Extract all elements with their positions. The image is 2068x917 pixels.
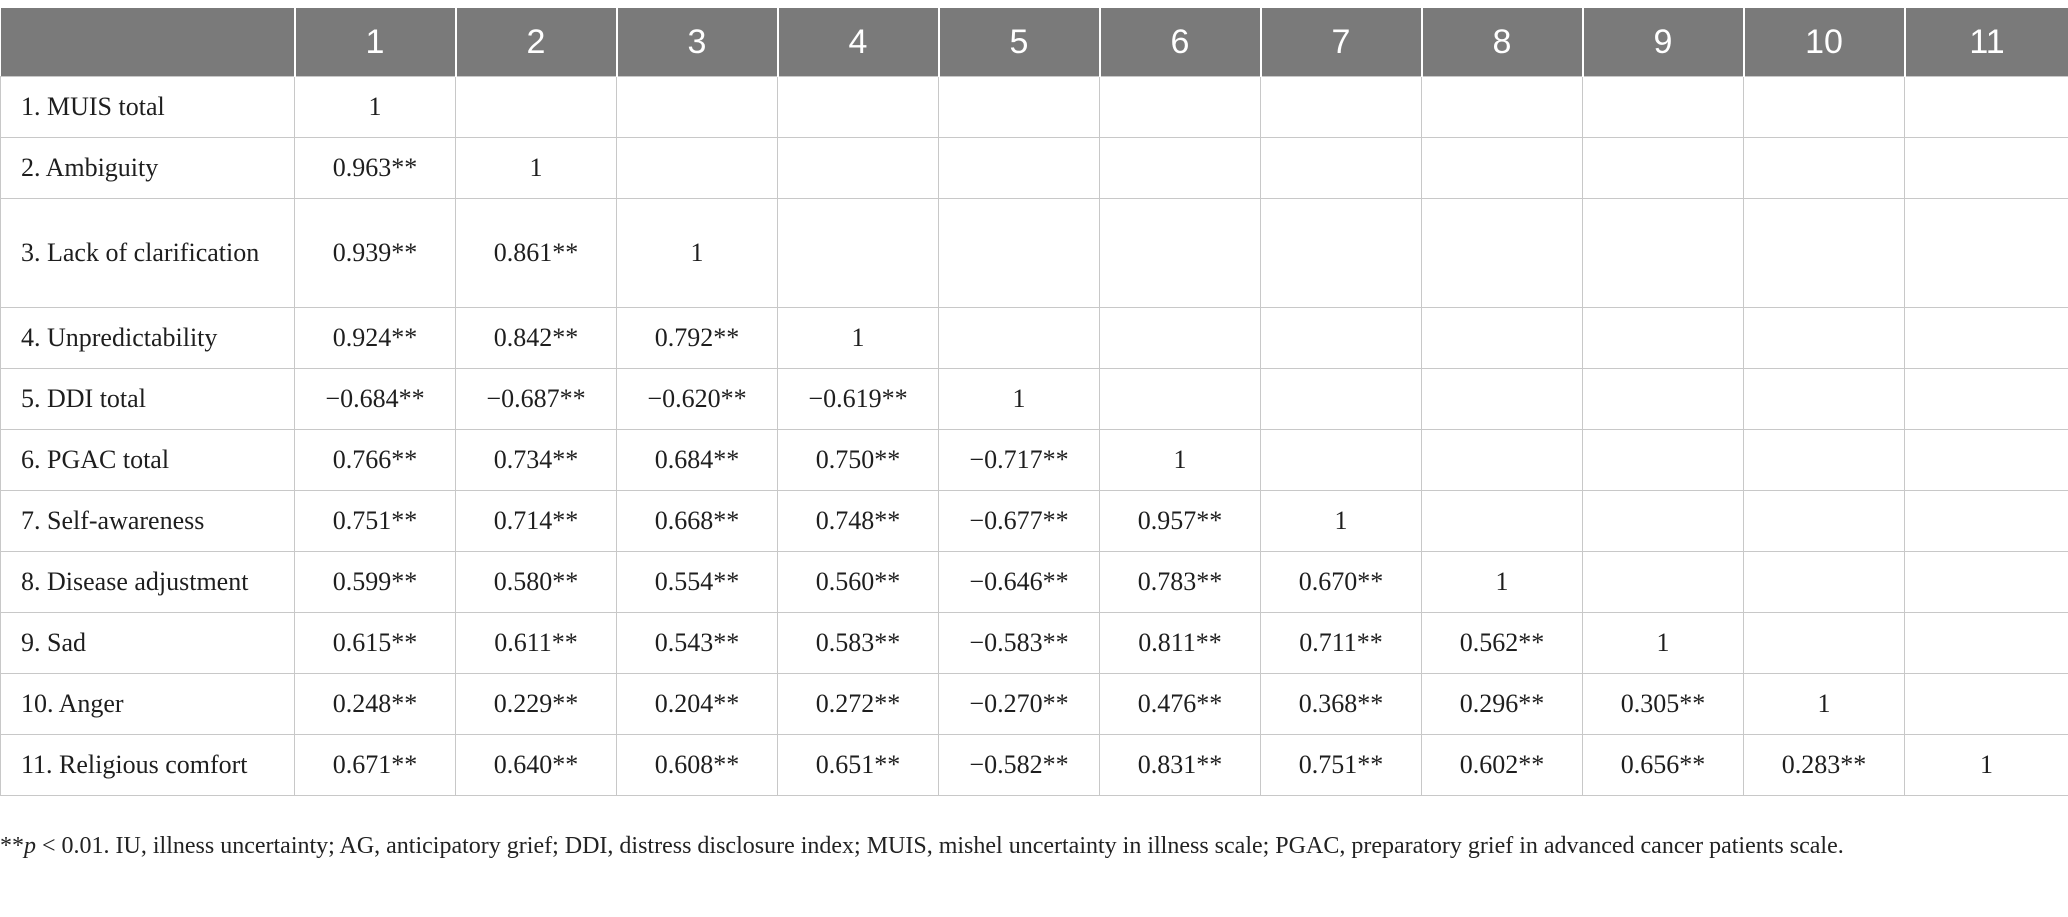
table-cell: [1583, 308, 1744, 369]
table-cell: 0.580**: [456, 552, 617, 613]
table-header: [1, 8, 2068, 77]
table-cell: 1: [456, 138, 617, 199]
row-label: 10. Anger: [1, 674, 295, 735]
footnote-text: < 0.01. IU, illness uncertainty; AG, anticipatory grief; DDI, distress disclosure index; MUIS, mishel uncertainty in illness scale; PGAC, preparatory grief in advanced cancer patients scale.: [36, 833, 1844, 859]
table-cell: −0.687**: [456, 369, 617, 430]
table-cell: [1744, 613, 1905, 674]
table-cell: [1261, 199, 1422, 308]
table-cell: 0.560**: [778, 552, 939, 613]
table-cell: [1905, 138, 2068, 199]
table-row: [1, 674, 2068, 735]
table-cell: −0.619**: [778, 369, 939, 430]
table-cell: −0.582**: [939, 735, 1100, 796]
column-header: 5: [939, 8, 1100, 77]
table-cell: 1: [939, 369, 1100, 430]
table-cell: 0.296**: [1422, 674, 1583, 735]
table-cell: 0.543**: [617, 613, 778, 674]
column-header: 9: [1583, 8, 1744, 77]
table-cell: [1422, 199, 1583, 308]
table-cell: [1905, 552, 2068, 613]
table-cell: [1583, 491, 1744, 552]
column-header: 2: [456, 8, 617, 77]
table-cell: 0.651**: [778, 735, 939, 796]
table-cell: [1905, 369, 2068, 430]
table-cell: 1: [778, 308, 939, 369]
table-cell: [1744, 77, 1905, 138]
column-header: 7: [1261, 8, 1422, 77]
table-cell: [1583, 430, 1744, 491]
footnote-prefix: **: [0, 833, 24, 859]
table-cell: [1744, 308, 1905, 369]
table-cell: [1744, 552, 1905, 613]
table-cell: 0.562**: [1422, 613, 1583, 674]
correlation-table-container: [0, 8, 2068, 796]
table-cell: [1583, 77, 1744, 138]
table-row: [1, 199, 2068, 308]
table-cell: [939, 308, 1100, 369]
table-cell: 1: [617, 199, 778, 308]
table-cell: [1100, 308, 1261, 369]
table-cell: −0.270**: [939, 674, 1100, 735]
table-cell: 1: [1100, 430, 1261, 491]
table-cell: 0.368**: [1261, 674, 1422, 735]
table-cell: [1744, 369, 1905, 430]
row-label: 7. Self-awareness: [1, 491, 295, 552]
table-cell: 0.711**: [1261, 613, 1422, 674]
column-header: 1: [295, 8, 456, 77]
table-cell: [1422, 77, 1583, 138]
table-cell: [1261, 138, 1422, 199]
table-cell: −0.684**: [295, 369, 456, 430]
table-cell: 0.684**: [617, 430, 778, 491]
table-cell: 0.283**: [1744, 735, 1905, 796]
table-cell: 1: [1905, 735, 2068, 796]
table-cell: [1744, 430, 1905, 491]
table-cell: [939, 138, 1100, 199]
table-cell: 0.750**: [778, 430, 939, 491]
table-row: [1, 77, 2068, 138]
table-cell: 0.766**: [295, 430, 456, 491]
table-cell: [1261, 430, 1422, 491]
column-header: 3: [617, 8, 778, 77]
column-header: 4: [778, 8, 939, 77]
table-cell: [778, 199, 939, 308]
table-cell: 1: [1583, 613, 1744, 674]
table-cell: [1422, 491, 1583, 552]
table-cell: 0.640**: [456, 735, 617, 796]
row-label: 2. Ambiguity: [1, 138, 295, 199]
row-label: 3. Lack of clarification: [1, 199, 295, 308]
table-cell: 0.748**: [778, 491, 939, 552]
table-cell: [778, 138, 939, 199]
table-cell: [617, 138, 778, 199]
table-row: [1, 369, 2068, 430]
column-header: 6: [1100, 8, 1261, 77]
column-header: 8: [1422, 8, 1583, 77]
table-row: [1, 138, 2068, 199]
correlation-table: [0, 8, 2068, 796]
table-cell: 0.783**: [1100, 552, 1261, 613]
table-cell: 0.842**: [456, 308, 617, 369]
footnote-p-symbol: p: [24, 833, 36, 859]
table-cell: [1422, 369, 1583, 430]
table-cell: 1: [295, 77, 456, 138]
table-cell: [1905, 613, 2068, 674]
table-row: [1, 491, 2068, 552]
table-cell: 0.963**: [295, 138, 456, 199]
table-cell: 0.792**: [617, 308, 778, 369]
table-row: [1, 430, 2068, 491]
table-cell: [1583, 199, 1744, 308]
row-label: 5. DDI total: [1, 369, 295, 430]
table-cell: 0.861**: [456, 199, 617, 308]
table-cell: 0.734**: [456, 430, 617, 491]
table-cell: 0.554**: [617, 552, 778, 613]
table-cell: 0.939**: [295, 199, 456, 308]
table-cell: [1583, 369, 1744, 430]
table-cell: 0.608**: [617, 735, 778, 796]
table-cell: 1: [1261, 491, 1422, 552]
table-row: [1, 308, 2068, 369]
table-cell: 0.611**: [456, 613, 617, 674]
table-footnote: [0, 833, 2068, 860]
table-cell: [1744, 199, 1905, 308]
table-cell: [1100, 199, 1261, 308]
row-label: 6. PGAC total: [1, 430, 295, 491]
row-label: 4. Unpredictability: [1, 308, 295, 369]
table-cell: [1583, 138, 1744, 199]
table-cell: [1100, 369, 1261, 430]
table-cell: [1422, 138, 1583, 199]
table-cell: [1422, 430, 1583, 491]
table-cell: 0.714**: [456, 491, 617, 552]
table-cell: 0.599**: [295, 552, 456, 613]
table-cell: [1905, 77, 2068, 138]
column-header: 10: [1744, 8, 1905, 77]
table-cell: 0.248**: [295, 674, 456, 735]
table-cell: [1261, 308, 1422, 369]
table-cell: 0.670**: [1261, 552, 1422, 613]
table-cell: 0.831**: [1100, 735, 1261, 796]
table-cell: 0.305**: [1583, 674, 1744, 735]
row-label: 8. Disease adjustment: [1, 552, 295, 613]
table-cell: [1905, 308, 2068, 369]
table-cell: [1744, 138, 1905, 199]
row-label: 11. Religious comfort: [1, 735, 295, 796]
table-body: [1, 77, 2068, 796]
table-cell: 0.671**: [295, 735, 456, 796]
table-cell: 0.924**: [295, 308, 456, 369]
table-cell: 0.272**: [778, 674, 939, 735]
table-cell: 0.602**: [1422, 735, 1583, 796]
table-cell: −0.677**: [939, 491, 1100, 552]
table-cell: −0.717**: [939, 430, 1100, 491]
table-cell: [778, 77, 939, 138]
table-cell: [1261, 369, 1422, 430]
table-cell: −0.583**: [939, 613, 1100, 674]
table-cell: 0.957**: [1100, 491, 1261, 552]
table-cell: 1: [1422, 552, 1583, 613]
table-cell: 0.751**: [1261, 735, 1422, 796]
table-cell: 0.811**: [1100, 613, 1261, 674]
header-corner-cell: [1, 8, 295, 77]
table-cell: [1905, 430, 2068, 491]
table-cell: [617, 77, 778, 138]
table-cell: [1905, 674, 2068, 735]
row-label: 1. MUIS total: [1, 77, 295, 138]
table-cell: 0.615**: [295, 613, 456, 674]
table-cell: 1: [1744, 674, 1905, 735]
table-cell: 0.751**: [295, 491, 456, 552]
table-row: [1, 735, 2068, 796]
table-cell: [939, 199, 1100, 308]
table-cell: −0.620**: [617, 369, 778, 430]
table-row: [1, 552, 2068, 613]
table-cell: [939, 77, 1100, 138]
table-cell: [1100, 77, 1261, 138]
column-header: 11: [1905, 8, 2068, 77]
row-label: 9. Sad: [1, 613, 295, 674]
table-cell: 0.583**: [778, 613, 939, 674]
table-cell: 0.229**: [456, 674, 617, 735]
header-row: [1, 8, 2068, 77]
table-cell: [1422, 308, 1583, 369]
table-cell: −0.646**: [939, 552, 1100, 613]
table-cell: 0.656**: [1583, 735, 1744, 796]
table-cell: 0.204**: [617, 674, 778, 735]
table-cell: [1744, 491, 1905, 552]
table-row: [1, 613, 2068, 674]
table-cell: [1905, 199, 2068, 308]
table-cell: [1100, 138, 1261, 199]
table-cell: [1905, 491, 2068, 552]
table-cell: 0.476**: [1100, 674, 1261, 735]
table-cell: 0.668**: [617, 491, 778, 552]
table-cell: [1261, 77, 1422, 138]
table-cell: [1583, 552, 1744, 613]
table-cell: [456, 77, 617, 138]
